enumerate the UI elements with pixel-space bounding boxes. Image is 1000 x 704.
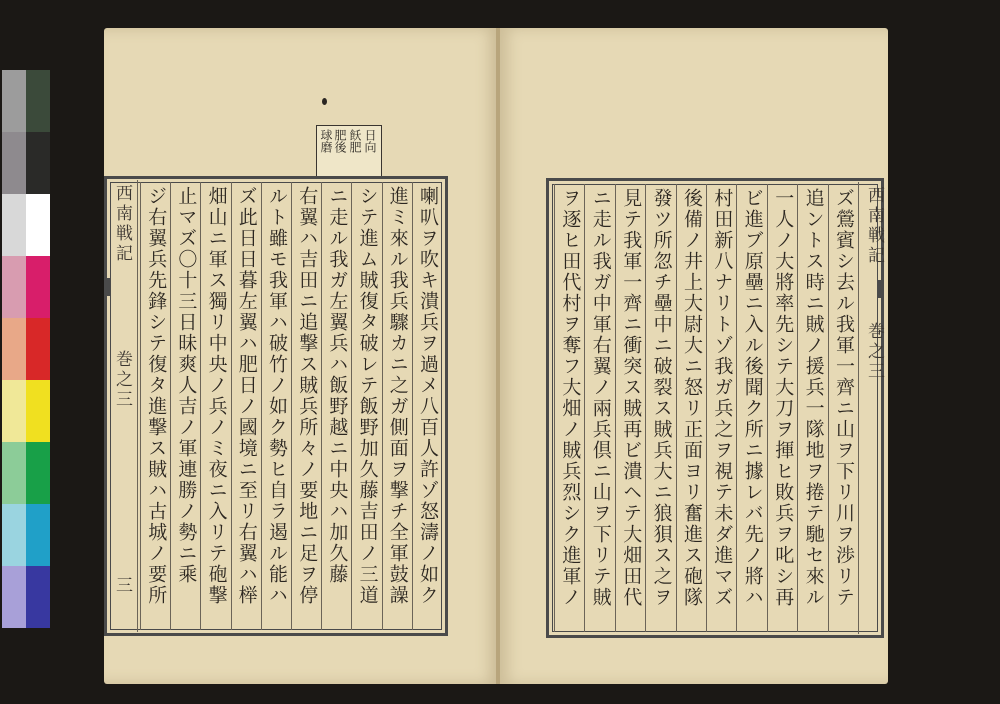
text-column: 後備ノ井上大尉大ニ怒リ正面ヨリ奮進ス砲隊 <box>680 188 703 608</box>
color-calibration-strip <box>0 68 52 632</box>
left-margin-page: 三 <box>112 576 132 596</box>
color-swatch <box>26 566 50 628</box>
column-rule <box>676 184 677 632</box>
column-rule <box>261 182 262 630</box>
right-margin-title: 西南戦記 <box>864 186 884 266</box>
text-column: ズ鶯賓シ去ル我軍一齊ニ山ヲ下リ川ヲ渉リテ <box>832 188 855 608</box>
seal-stamp <box>316 125 382 177</box>
column-rule <box>351 182 352 630</box>
color-swatch <box>26 442 50 504</box>
column-rule <box>321 182 322 630</box>
ink-spot <box>322 98 327 105</box>
text-column: 畑山ニ軍ス獨リ中央ノ兵ノミ夜ニ入リテ砲撃 <box>205 186 228 606</box>
column-rule <box>828 184 829 632</box>
column-rule <box>554 184 555 632</box>
seal-text-3: 肥後 <box>333 129 347 153</box>
text-column: 進ミ來ル我兵驟カニ之ガ側面ヲ撃チ全軍鼓譟 <box>386 186 409 606</box>
text-column: 右翼ハ吉田ニ追撃ス賊兵所々ノ要地ニ足ヲ停 <box>296 186 319 606</box>
color-swatch <box>2 194 26 256</box>
column-rule <box>767 184 768 632</box>
color-swatch <box>2 256 26 318</box>
column-rule <box>584 184 585 632</box>
text-column: ジ右翼兵先鋒シテ復タ進撃ス賊ハ古城ノ要所 <box>145 186 168 606</box>
color-swatch <box>26 380 50 442</box>
text-column: ルト雖モ我軍ハ破竹ノ如ク勢ヒ自ラ遏ル能ハ <box>265 186 288 606</box>
column-rule <box>382 182 383 630</box>
color-swatch <box>26 504 50 566</box>
column-rule <box>291 182 292 630</box>
column-rule <box>858 182 859 634</box>
left-margin-title: 西南戦記 <box>112 184 132 264</box>
column-rule <box>200 182 201 630</box>
left-page-margin-title <box>110 184 135 624</box>
text-column: 村田新八ナリトゾ我ガ兵之ヲ視テ未ダ進マズ <box>711 188 734 608</box>
right-page-margin-title <box>862 186 887 626</box>
color-swatch <box>26 256 50 318</box>
text-column: 見テ我軍一齊ニ衝突ス賊再ビ潰ヘテ大畑田代 <box>620 188 643 608</box>
column-rule <box>231 182 232 630</box>
column-rule <box>412 182 413 630</box>
column-rule <box>137 180 138 632</box>
color-swatch <box>2 380 26 442</box>
seal-text-4: 球磨 <box>319 129 333 153</box>
text-column: 追ントス時ニ賊ノ援兵一隊地ヲ捲テ馳セ來ル <box>802 188 825 608</box>
color-swatch <box>2 70 26 132</box>
color-swatch <box>2 566 26 628</box>
text-column: ズ此日日暮左翼ハ肥日ノ國境ニ至リ右翼ハ榉 <box>235 186 258 606</box>
left-margin-volume: 巻之三 <box>112 350 132 410</box>
text-column: 發ツ所忽チ壘中ニ破裂ス賊兵大ニ狼狽ス之ヲ <box>650 188 673 608</box>
color-swatch <box>26 70 50 132</box>
right-margin-volume: 巻之三 <box>864 322 884 382</box>
text-column: シテ進ム賊復タ破レテ飯野加久藤吉田ノ三道 <box>356 186 379 606</box>
color-swatch <box>26 318 50 380</box>
text-column: 喇叭ヲ吹キ潰兵ヲ過メ八百人許ゾ怒濤ノ如ク <box>416 186 439 606</box>
column-rule <box>706 184 707 632</box>
seal-text-1: 日向 <box>363 129 377 153</box>
text-column: ニ走ル我ガ中軍右翼ノ兩兵倶ニ山ヲ下リテ賊 <box>589 188 612 608</box>
column-rule <box>615 184 616 632</box>
color-swatch <box>2 442 26 504</box>
seal-text-2: 飫肥 <box>348 129 362 153</box>
color-swatch <box>2 504 26 566</box>
color-swatch <box>2 318 26 380</box>
column-rule <box>736 184 737 632</box>
color-swatch <box>26 132 50 194</box>
text-column: ヲ逐ヒ田代村ヲ奪フ大畑ノ賊兵烈シク進軍ノ <box>559 188 582 608</box>
text-column: ビ進ブ原壘ニ入ル後聞ク所ニ據レバ先ノ將ハ <box>741 188 764 608</box>
column-rule <box>140 182 141 630</box>
column-rule <box>170 182 171 630</box>
color-swatch <box>2 132 26 194</box>
color-swatch <box>26 194 50 256</box>
text-column: ニ走ル我ガ左翼兵ハ飯野越ニ中央ハ加久藤 <box>326 186 349 585</box>
book-gutter <box>496 28 500 684</box>
column-rule <box>645 184 646 632</box>
column-rule <box>797 184 798 632</box>
text-column: 止マズ〇十三日昧爽人吉ノ軍連勝ノ勢ニ乘 <box>175 186 198 585</box>
text-column: 一人ノ大將率先シテ大刀ヲ揮ヒ敗兵ヲ叱シ再 <box>772 188 795 608</box>
